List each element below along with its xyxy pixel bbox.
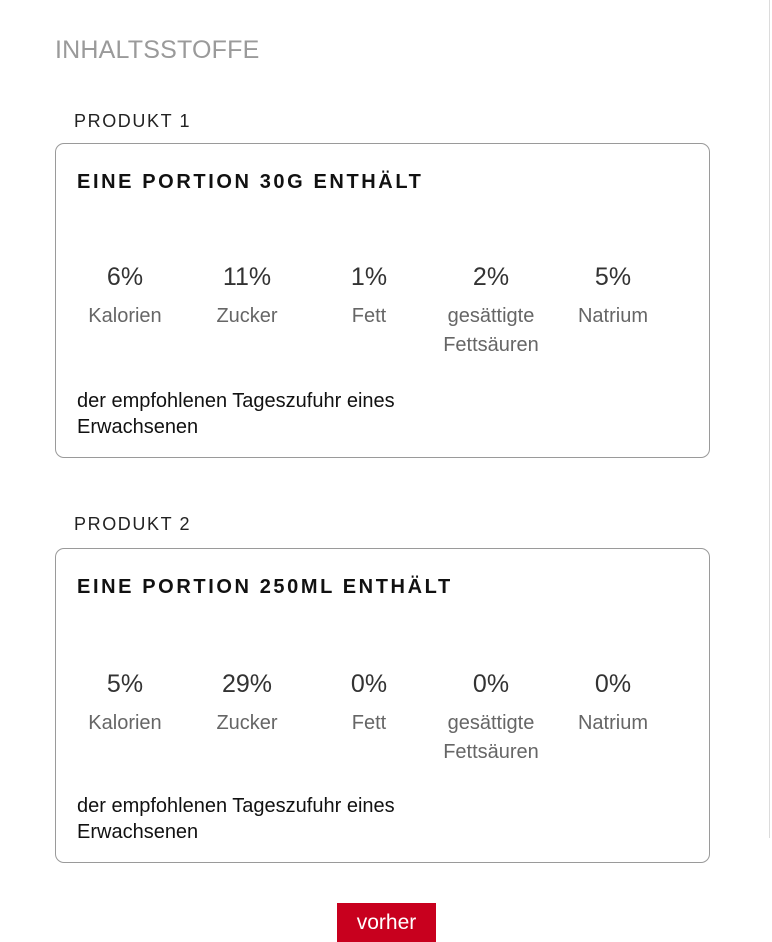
- nutrient-sugar: [186, 262, 308, 360]
- nutrient-label: Fett: [351, 712, 387, 734]
- nutrient-calories: [64, 262, 186, 360]
- product-1-portion-heading: EINE PORTION 30G ENTHÄLT: [77, 171, 424, 193]
- nutrient-saturated-fat: [430, 262, 552, 360]
- product-1-label: PRODUKT 1: [74, 111, 192, 131]
- product-2-nutrient-list: [64, 669, 674, 767]
- nutrient-sugar: [186, 669, 308, 767]
- nutrient-saturated-fat: [430, 669, 552, 767]
- product-1-footnote: der empfohlenen Tageszufuhr eines Erwachsenen: [77, 390, 395, 438]
- nutrient-label: Fett: [351, 305, 387, 327]
- product-1-card: [55, 143, 710, 458]
- nutrient-label: Zucker: [216, 712, 278, 734]
- nutrient-value: 11%: [222, 263, 272, 291]
- nutrient-label: gesättigte Fettsäuren: [443, 305, 539, 356]
- nutrient-calories: [64, 669, 186, 767]
- nutrient-fat: [308, 262, 430, 360]
- nutrient-value: 0%: [472, 670, 510, 698]
- nutrient-label: gesättigte Fettsäuren: [443, 712, 539, 763]
- nutrient-value: 5%: [594, 263, 632, 291]
- product-2-portion-heading: EINE PORTION 250ML ENTHÄLT: [77, 576, 453, 598]
- product-2-footnote: der empfohlenen Tageszufuhr eines Erwachsenen: [77, 795, 395, 843]
- page-title: INHALTSSTOFFE: [55, 36, 260, 64]
- nutrient-value: 5%: [106, 670, 144, 698]
- page-edge-divider: [769, 0, 770, 838]
- nutrient-label: Kalorien: [88, 712, 162, 734]
- previous-button[interactable]: vorher: [337, 903, 436, 942]
- nutrient-value: 2%: [472, 263, 510, 291]
- nutrient-label: Natrium: [577, 305, 648, 327]
- nutrient-value: 29%: [221, 670, 273, 698]
- nutrient-sodium: [552, 669, 674, 767]
- product-2-card: [55, 548, 710, 863]
- nutrient-label: Natrium: [577, 712, 648, 734]
- nutrient-label: Zucker: [216, 305, 278, 327]
- nutrient-value: 1%: [350, 263, 388, 291]
- nutrient-sodium: [552, 262, 674, 360]
- nutrient-value: 0%: [350, 670, 388, 698]
- nutrient-value: 6%: [106, 263, 144, 291]
- nutrient-fat: [308, 669, 430, 767]
- nutrient-label: Kalorien: [88, 305, 162, 327]
- nutrient-value: 0%: [594, 670, 632, 698]
- product-2-label: PRODUKT 2: [74, 514, 192, 534]
- product-1-nutrient-list: [64, 262, 674, 360]
